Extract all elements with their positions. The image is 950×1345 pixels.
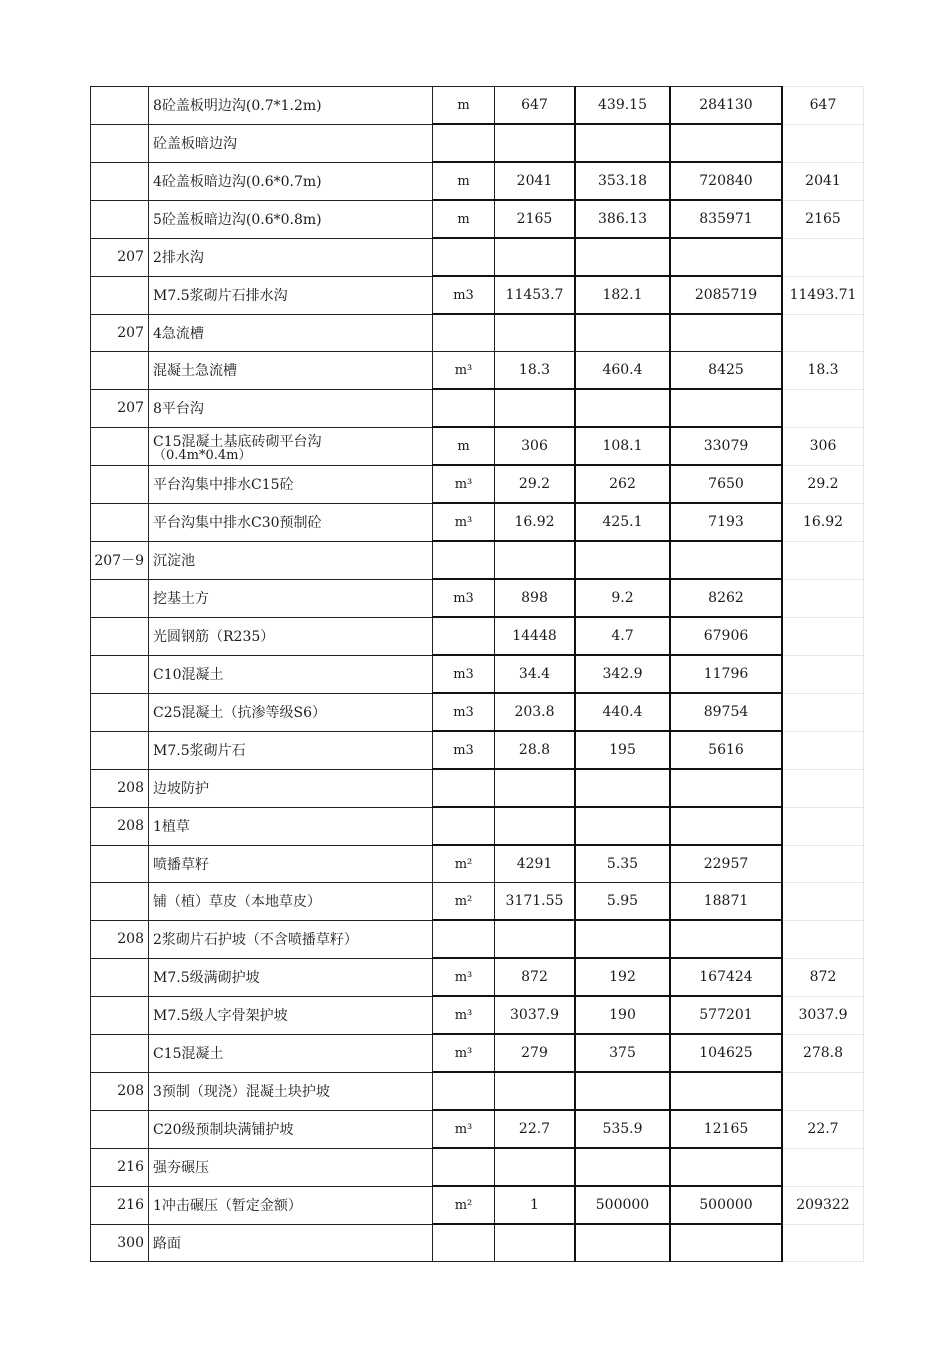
item-name-cell: C15混凝土 [149,1034,433,1072]
unit-cell: m [433,427,495,465]
unit-cell [433,314,495,352]
unit-price-cell: 108.1 [575,427,670,465]
item-code-cell [91,693,149,731]
item-name-cell: M7.5浆砌片石排水沟 [149,276,433,314]
table-row [91,276,864,314]
amount-cell: 7193 [670,503,782,541]
table-row [91,1186,864,1224]
unit-cell [433,1072,495,1110]
unit-cell: m² [433,845,495,883]
quantity-cell [495,920,576,958]
quantity-cell: 3037.9 [495,996,576,1034]
unit-cell: m3 [433,276,495,314]
amount-cell [670,1072,782,1110]
unit-cell: m³ [433,1034,495,1072]
item-code-cell: 208 [91,769,149,807]
check-value-cell [782,238,864,276]
unit-cell: m [433,87,495,125]
unit-price-cell: 5.95 [575,883,670,921]
unit-price-cell: 353.18 [575,162,670,200]
quantity-cell: 203.8 [495,693,576,731]
quantity-cell: 11453.7 [495,276,576,314]
item-code-cell [91,579,149,617]
item-name-cell: 光圆钢筋（R235） [149,617,433,655]
item-code-cell: 208 [91,807,149,845]
quantity-cell: 18.3 [495,352,576,390]
quantity-cell: 28.8 [495,731,576,769]
item-name-cell: 混凝土急流槽 [149,352,433,390]
amount-cell [670,389,782,427]
item-code-cell: 216 [91,1186,149,1224]
quantity-cell: 2041 [495,162,576,200]
table-row [91,1224,864,1262]
quantity-cell: 1 [495,1186,576,1224]
quantity-cell: 2165 [495,200,576,238]
unit-cell: m3 [433,655,495,693]
unit-cell: m³ [433,352,495,390]
item-code-cell: 207 [91,314,149,352]
quantity-cell [495,314,576,352]
quantity-table [90,86,864,1262]
table-row [91,200,864,238]
item-name-cell: M7.5浆砌片石 [149,731,433,769]
table-row [91,807,864,845]
item-name-cell: 1冲击碾压（暂定金额） [149,1186,433,1224]
item-name-line-1: C15混凝土基底砖砌平台沟 [153,434,322,450]
item-code-cell: 207 [91,238,149,276]
check-value-cell [782,124,864,162]
item-name-cell: 4急流槽 [149,314,433,352]
unit-price-cell: 5.35 [575,845,670,883]
unit-cell: m³ [433,958,495,996]
item-name-cell: M7.5级人字骨架护坡 [149,996,433,1034]
quantity-cell [495,769,576,807]
check-value-cell: 18.3 [782,352,864,390]
check-value-cell [782,1148,864,1186]
amount-cell: 8262 [670,579,782,617]
quantity-cell: 872 [495,958,576,996]
item-name-cell: 2浆砌片石护坡（不含喷播草籽） [149,920,433,958]
amount-cell: 22957 [670,845,782,883]
quantity-cell [495,124,576,162]
quantity-cell: 647 [495,87,576,125]
unit-cell [433,769,495,807]
amount-cell: 67906 [670,617,782,655]
unit-price-cell [575,124,670,162]
check-value-cell [782,883,864,921]
item-name-cell: 2排水沟 [149,238,433,276]
item-code-cell [91,200,149,238]
item-name-cell: 8砼盖板明边沟(0.7*1.2m) [149,87,433,125]
check-value-cell: 2041 [782,162,864,200]
amount-cell [670,807,782,845]
table-body [91,87,864,1262]
amount-cell: 284130 [670,87,782,125]
item-code-cell: 207－9 [91,541,149,579]
amount-cell: 8425 [670,352,782,390]
unit-price-cell [575,769,670,807]
quantity-cell: 3171.55 [495,883,576,921]
amount-cell: 500000 [670,1186,782,1224]
table-row [91,693,864,731]
table-row [91,579,864,617]
table-row [91,883,864,921]
item-code-cell [91,503,149,541]
item-code-cell [91,352,149,390]
amount-cell [670,1224,782,1262]
amount-cell: 18871 [670,883,782,921]
item-name-cell: 1植草 [149,807,433,845]
item-name-cell: 挖基土方 [149,579,433,617]
unit-cell [433,807,495,845]
item-code-cell: 207 [91,389,149,427]
item-name-cell [149,427,433,465]
table-row [91,845,864,883]
table-row [91,1034,864,1072]
check-value-cell: 3037.9 [782,996,864,1034]
item-code-cell: 216 [91,1148,149,1186]
table-row [91,465,864,503]
item-code-cell: 208 [91,920,149,958]
amount-cell: 11796 [670,655,782,693]
check-value-cell [782,314,864,352]
quantity-cell [495,1224,576,1262]
item-name-cell: 路面 [149,1224,433,1262]
amount-cell [670,1148,782,1186]
amount-cell [670,124,782,162]
unit-cell: m3 [433,731,495,769]
unit-price-cell: 386.13 [575,200,670,238]
check-value-cell [782,541,864,579]
unit-price-cell [575,314,670,352]
check-value-cell [782,617,864,655]
check-value-cell: 29.2 [782,465,864,503]
item-name-cell: C20级预制块满铺护坡 [149,1110,433,1148]
amount-cell [670,238,782,276]
item-name-cell: 3预制（现浇）混凝土块护坡 [149,1072,433,1110]
unit-cell: m³ [433,465,495,503]
quantity-cell [495,1148,576,1186]
amount-cell [670,314,782,352]
item-code-cell [91,87,149,125]
table-row [91,1148,864,1186]
unit-cell [433,389,495,427]
item-code-cell [91,655,149,693]
unit-price-cell: 9.2 [575,579,670,617]
check-value-cell [782,807,864,845]
amount-cell: 2085719 [670,276,782,314]
unit-price-cell: 182.1 [575,276,670,314]
item-name-cell: 强夯碾压 [149,1148,433,1186]
table-row [91,238,864,276]
quantity-cell [495,238,576,276]
check-value-cell [782,731,864,769]
unit-price-cell: 535.9 [575,1110,670,1148]
amount-cell: 167424 [670,958,782,996]
check-value-cell [782,579,864,617]
check-value-cell [782,655,864,693]
table-row [91,1072,864,1110]
item-code-cell [91,617,149,655]
unit-cell [433,238,495,276]
unit-price-cell [575,541,670,579]
table-row [91,996,864,1034]
item-code-cell [91,845,149,883]
unit-price-cell: 342.9 [575,655,670,693]
item-code-cell [91,1110,149,1148]
quantity-cell: 29.2 [495,465,576,503]
check-value-cell: 209322 [782,1186,864,1224]
check-value-cell [782,1224,864,1262]
check-value-cell [782,1072,864,1110]
table-row [91,920,864,958]
item-name-cell: 4砼盖板暗边沟(0.6*0.7m) [149,162,433,200]
amount-cell: 7650 [670,465,782,503]
unit-price-cell: 190 [575,996,670,1034]
unit-cell: m [433,200,495,238]
table-row [91,389,864,427]
amount-cell [670,769,782,807]
unit-cell [433,541,495,579]
check-value-cell [782,769,864,807]
quantity-cell: 898 [495,579,576,617]
item-name-line-2: （0.4m*0.4m） [153,448,252,463]
check-value-cell: 2165 [782,200,864,238]
table-row [91,124,864,162]
table-row [91,314,864,352]
unit-price-cell: 262 [575,465,670,503]
table-row [91,87,864,125]
unit-price-cell: 192 [575,958,670,996]
item-code-cell [91,731,149,769]
item-name-cell: 砼盖板暗边沟 [149,124,433,162]
amount-cell: 89754 [670,693,782,731]
item-name-cell: M7.5级满砌护坡 [149,958,433,996]
quantity-cell: 306 [495,427,576,465]
item-code-cell [91,276,149,314]
check-value-cell [782,389,864,427]
quantity-cell: 34.4 [495,655,576,693]
unit-price-cell [575,920,670,958]
unit-cell [433,1224,495,1262]
table-row [91,541,864,579]
item-name-cell: 8平台沟 [149,389,433,427]
item-name-cell: 平台沟集中排水C15砼 [149,465,433,503]
amount-cell: 577201 [670,996,782,1034]
quantity-cell [495,807,576,845]
amount-cell: 104625 [670,1034,782,1072]
unit-cell: m² [433,1186,495,1224]
item-code-cell [91,124,149,162]
quantity-cell: 4291 [495,845,576,883]
table-row [91,1110,864,1148]
unit-cell [433,124,495,162]
check-value-cell: 11493.71 [782,276,864,314]
unit-price-cell [575,238,670,276]
amount-cell: 720840 [670,162,782,200]
amount-cell: 5616 [670,731,782,769]
item-name-cell: 沉淀池 [149,541,433,579]
check-value-cell [782,693,864,731]
unit-cell [433,1148,495,1186]
unit-cell: m3 [433,579,495,617]
unit-price-cell [575,1072,670,1110]
unit-price-cell [575,807,670,845]
quantity-cell: 22.7 [495,1110,576,1148]
check-value-cell: 16.92 [782,503,864,541]
item-code-cell [91,427,149,465]
amount-cell [670,920,782,958]
quantity-cell: 279 [495,1034,576,1072]
item-name-cell: 铺（植）草皮（本地草皮） [149,883,433,921]
unit-price-cell: 4.7 [575,617,670,655]
item-name-cell: 平台沟集中排水C30预制砼 [149,503,433,541]
unit-price-cell: 375 [575,1034,670,1072]
table-row [91,617,864,655]
item-code-cell: 300 [91,1224,149,1262]
unit-price-cell [575,1148,670,1186]
amount-cell: 33079 [670,427,782,465]
table-row [91,427,864,465]
item-code-cell: 208 [91,1072,149,1110]
unit-cell: m³ [433,503,495,541]
item-name-cell: 喷播草籽 [149,845,433,883]
quantity-cell [495,389,576,427]
table-row [91,958,864,996]
check-value-cell [782,845,864,883]
unit-price-cell [575,1224,670,1262]
quantity-cell: 16.92 [495,503,576,541]
unit-price-cell [575,389,670,427]
unit-price-cell: 460.4 [575,352,670,390]
check-value-cell: 278.8 [782,1034,864,1072]
check-value-cell: 647 [782,87,864,125]
unit-cell [433,920,495,958]
amount-cell [670,541,782,579]
item-name-cell: C25混凝土（抗渗等级S6） [149,693,433,731]
unit-cell [433,617,495,655]
unit-price-cell: 440.4 [575,693,670,731]
item-code-cell [91,1034,149,1072]
table-row [91,503,864,541]
quantity-cell [495,541,576,579]
unit-cell: m² [433,883,495,921]
unit-cell: m [433,162,495,200]
item-name-cell: 边坡防护 [149,769,433,807]
unit-cell: m3 [433,693,495,731]
item-code-cell [91,465,149,503]
unit-price-cell: 500000 [575,1186,670,1224]
amount-cell: 835971 [670,200,782,238]
item-code-cell [91,162,149,200]
table-row [91,731,864,769]
amount-cell: 12165 [670,1110,782,1148]
check-value-cell: 872 [782,958,864,996]
table-row [91,352,864,390]
item-code-cell [91,958,149,996]
unit-cell: m³ [433,996,495,1034]
unit-price-cell: 439.15 [575,87,670,125]
item-code-cell [91,883,149,921]
table-row [91,655,864,693]
quantity-cell [495,1072,576,1110]
check-value-cell: 306 [782,427,864,465]
unit-price-cell: 425.1 [575,503,670,541]
table-row [91,769,864,807]
unit-cell: m³ [433,1110,495,1148]
item-name-cell: C10混凝土 [149,655,433,693]
item-name-cell: 5砼盖板暗边沟(0.6*0.8m) [149,200,433,238]
quantity-cell: 14448 [495,617,576,655]
check-value-cell: 22.7 [782,1110,864,1148]
check-value-cell [782,920,864,958]
item-code-cell [91,996,149,1034]
unit-price-cell: 195 [575,731,670,769]
table-row [91,162,864,200]
